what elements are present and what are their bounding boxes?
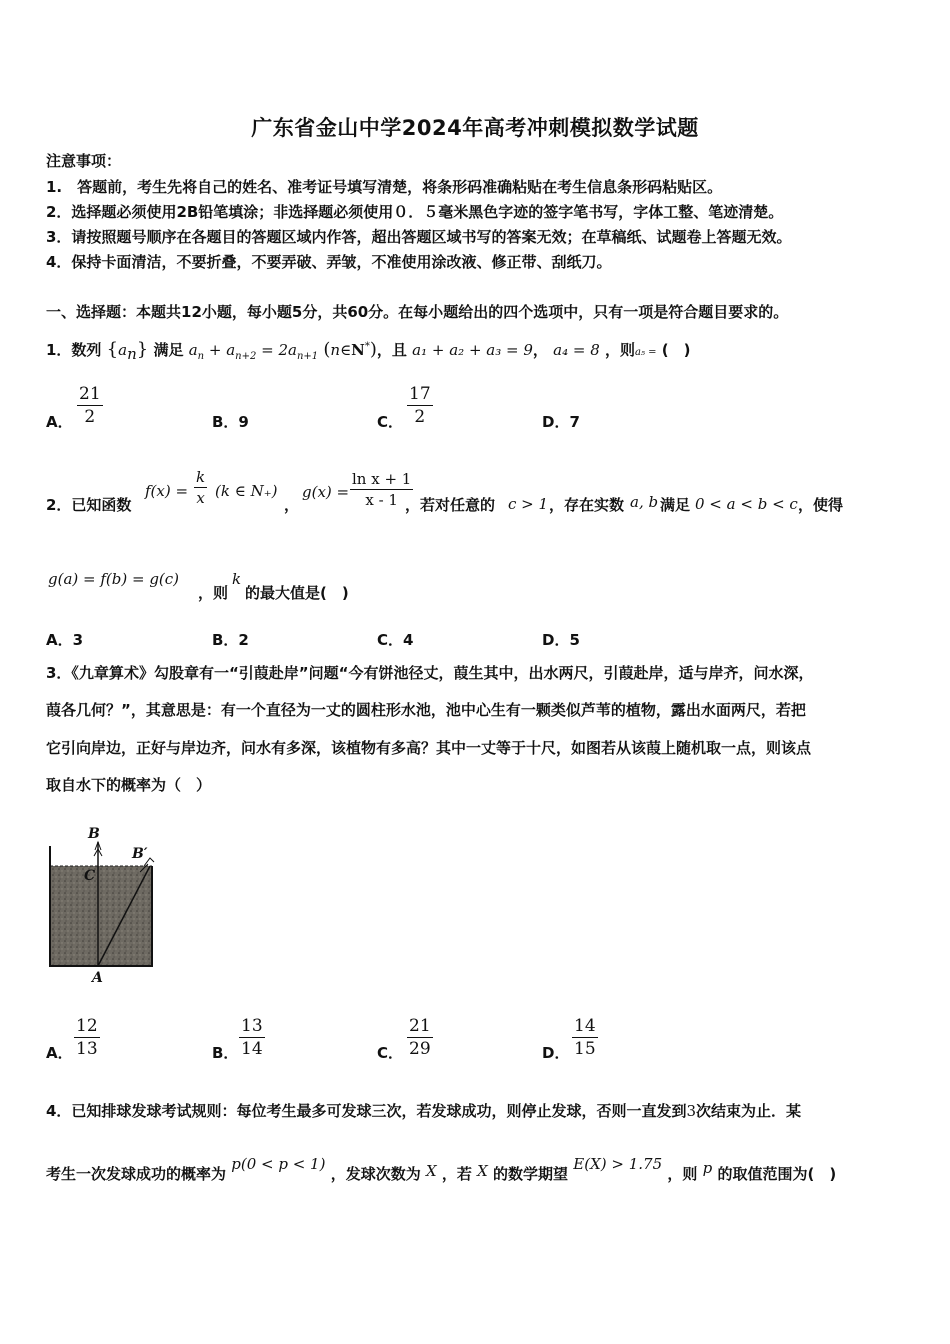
q1-option-c-label: C． <box>377 413 404 431</box>
q3-option-c-label: C． <box>377 1044 404 1062</box>
q1-option-a-label: A． <box>46 413 73 431</box>
q2-line2-text2: 的最大值是( ) <box>245 584 349 602</box>
label-c: C <box>84 868 96 884</box>
q1-prefix: 1．数列 <box>46 341 102 359</box>
q1-option-a-fraction: 21 2 <box>79 384 101 427</box>
q2-line2-eq: g(a) = f(b) = g(c) <box>48 570 180 588</box>
q1-end: ( ) <box>661 341 691 359</box>
q1-mid1: 满足 <box>153 341 184 359</box>
section-heading: 一、选择题：本题共12小题，每小题5分，共60分。在每小题给出的四个选项中，只有一项是符合题目要求的。 <box>46 303 789 321</box>
q1-mid2: ，且 <box>376 341 407 359</box>
q3-option-d-fraction: 14 15 <box>574 1016 596 1059</box>
q2-text4: ，使得 <box>798 496 844 514</box>
page-title: 广东省金山中学2024年高考冲刺模拟数学试题 <box>251 116 699 140</box>
q3-option-b-fraction: 13 14 <box>241 1016 263 1059</box>
q4-x-1: X <box>425 1162 437 1180</box>
q2-ineq: 0 < a < b < c <box>695 495 798 513</box>
q2-ab: a, b <box>630 493 659 511</box>
q2-f-fraction: k x <box>196 468 206 507</box>
label-b: B <box>88 826 100 842</box>
q3-line-2: 葭各几何？”，其意思是：有一个直径为一丈的圆柱形水池，池中心生有一颗类似芦苇的植物，露出水面两尺，若把 <box>46 701 806 719</box>
q2-option-a: A．3 <box>46 631 84 649</box>
notice-item-2: 2．选择题必须使用2B铅笔填涂；非选择题必须使用０．５毫米黑色字迹的签字笔书写，字体工整、笔迹清楚。 <box>46 203 784 221</box>
label-a: A <box>92 970 103 985</box>
q1-recurrence: $a_n + a_{n+2} = 2a_{n+1}$ <box>188 341 319 362</box>
q2-option-b: B．2 <box>212 631 249 649</box>
q2-k: k <box>232 570 242 588</box>
q2-option-c: C．4 <box>377 631 414 649</box>
q2-g-lhs: g(x) = <box>302 483 350 501</box>
q2-c-cond: c > 1 <box>508 495 549 513</box>
q1-mid3: ，则 <box>605 341 636 359</box>
notice-heading: 注意事项： <box>46 152 122 170</box>
q2-text1: ，若对任意的 <box>405 496 496 514</box>
q2-comma: ， <box>284 496 300 514</box>
q1-option-c-fraction: 17 2 <box>409 384 431 427</box>
q2-prefix: 2．已知函数 <box>46 496 132 514</box>
q1-option-d: D．7 <box>542 413 580 431</box>
notice-item-1: 1. 答题前，考生先将自己的姓名、准考证号填写清楚，将条形码准确粘贴在考生信息条形码粘贴区。 <box>46 178 723 196</box>
label-b-prime: B′ <box>132 846 148 862</box>
q4-line-2: 考生一次发球成功的概率为 p(0 < p < 1) ，发球次数为 X ，若 X 的数学期望 E(X) > 1.75 ，则 p 的取值范围为( ) <box>46 1155 837 1183</box>
q1-a4: a₄ = 8 <box>553 341 600 359</box>
water-body <box>50 866 152 966</box>
q1-sum: a₁ + a₂ + a₃ = 9 <box>412 341 533 359</box>
q3-option-d-label: D． <box>542 1044 570 1062</box>
q3-option-a-label: A． <box>46 1044 73 1062</box>
notice-item-3: 3．请按照题号顺序在各题目的答题区域内作答，超出答题区域书写的答案无效；在草稿纸、试题卷上答题无效。 <box>46 228 792 246</box>
q2-option-d: D．5 <box>542 631 580 649</box>
question-1: 1．数列 $\{a_n\}$ 满足 $a_n + a_{n+2} = 2a_{n+1}$ (n∈N*)，且 a₁ + a₂ + a₃ = 9， a₄ = 8 ，则a₅ = ( ) <box>46 339 691 363</box>
q1-a5: a₅ = <box>635 347 657 358</box>
q1-seq: a <box>118 341 128 359</box>
q4-line-1: 4．已知排球发球考试规则：每位考生最多可发球三次，若发球成功，则停止发球，否则一直发到3次结束为止．某 <box>46 1102 802 1120</box>
q2-g-fraction: ln x + 1 x - 1 <box>352 470 412 509</box>
q4-x-2: X <box>477 1162 488 1180</box>
q2-line2-text1: ，则 <box>198 584 229 602</box>
q3-option-c-fraction: 21 29 <box>409 1016 431 1059</box>
q4-p: p <box>702 1159 713 1177</box>
q2-f-cond: (k ∈ N₊) <box>215 482 278 500</box>
q2-f-lhs: f(x) = <box>145 482 189 500</box>
q3-line-1: 3．《九章算术》勾股章有一“引葭赴岸”问题“今有饼池径丈，葭生其中，出水两尺，引葭赴岸，适与岸齐，问水深， <box>46 664 814 682</box>
q3-line-4: 取自水下的概率为（ ） <box>46 776 212 794</box>
q3-pool-figure <box>40 820 170 985</box>
q2-text3: 满足 <box>660 496 691 514</box>
q3-option-b-label: B． <box>212 1044 239 1062</box>
q3-option-a-fraction: 12 13 <box>76 1016 98 1059</box>
q4-p-cond: p(0 < p < 1) <box>231 1155 326 1173</box>
notice-item-4: 4．保持卡面清洁，不要折叠，不要弄破、弄皱，不准使用涂改液、修正带、刮纸刀。 <box>46 253 612 271</box>
q4-expectation: E(X) > 1.75 <box>573 1155 663 1173</box>
q3-line-3: 它引向岸边，正好与岸边齐，问水有多深，该植物有多高？其中一丈等于十尺，如图若从该葭上随机取一点，则该点 <box>46 739 812 757</box>
q2-text2: ，存在实数 <box>549 496 625 514</box>
q1-option-b: B．9 <box>212 413 249 431</box>
